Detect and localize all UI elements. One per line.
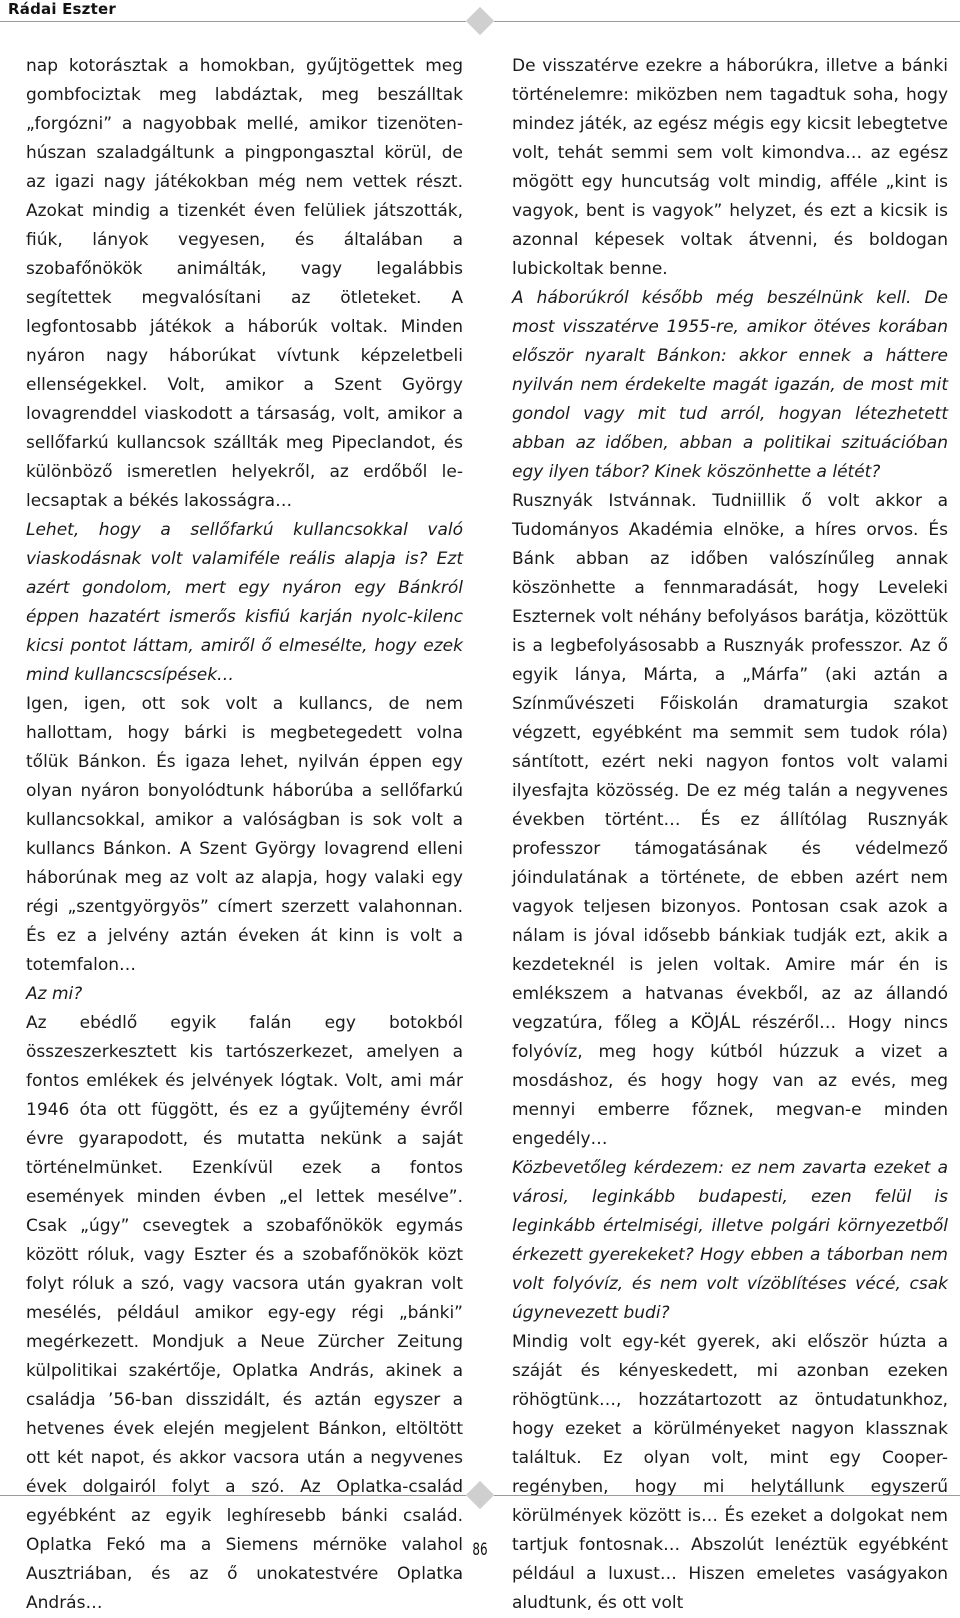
answer-paragraph: Igen, igen, ott sok volt a kullancs, de nem hallottam, hogy bárki is megbetegedett volna tőlük Bánkon. És igaza lehet, nyilván éppen egy olyan nyáron bonyolódtunk háborúba a sellőfarkú kullancsokkal, amikor a valóságban is sok volt a kullancs Bánkon. A Szent György lovagrend elleni háborúnak meg az volt az alapja, hogy valaki egy régi „szentgyörgyös” címert szerzett valahonnan. És ez a jelvény aztán éveken át kinn is volt a totemfalon… [26, 694, 463, 975]
header-diamond-ornament [466, 7, 494, 35]
answer-paragraph: Rusznyák Istvánnak. Tudniillik ő volt akkor a Tudományos Akadémia elnöke, a híres orvos. És Bánk abban az időben valószínűleg annak köszönhette a fennmaradását, hogy Leveleki Eszternek volt néhány befolyásos barátja, közöttük is a legbefolyásosabb a Rusznyák professzor. Az ő egyik lánya, Márta, a „Márfa” (aki aztán a Színművészeti Főiskolán dramaturgia szakot végzett, egyébként ma semmit sem tudok róla) sántított, ezért neki nagyon fontos volt valami ilyesfajta közösség. De ez még talán a negyvenes években történt… És ez állítólag Rusznyák professzor támogatásának és védelmező jóindulatának a története, de ebben azért nem vagyok teljesen bizonyos. Pontosan csak azok a nálam is jóval idősebb bánkiak tudják ezt, akik a kezdeteknél is jelen voltak. Amire már én is emlékszem a hatvanas évekből, az az állandó vegzatúra, főleg a KÖJÁL részéről… Hogy nincs folyóvíz, meg hogy kútból húzzuk a vizet a mosdáshoz, és hogy hogy van az evés, meg mennyi emberre főznek, megvan-e minden engedély… [512, 491, 948, 1149]
answer-paragraph: De visszatérve ezekre a háborúkra, illetve a bánki történelemre: miközben nem tagadtuk soha, hogy mindez játék, az egész mégis egy kicsit lebegtetve volt, tehát semmi sem volt kimondva… az egész mögött egy huncutság volt mindig, afféle „kint is vagyok, bent is vagyok” helyzet, és ezt a kicsik is azonnal képesek voltak átvenni, és boldogan lubickoltak benne. [512, 56, 948, 279]
header-rule-left [0, 21, 466, 22]
question-paragraph: Az mi? [26, 984, 83, 1004]
footer-diamond-ornament [466, 1481, 494, 1509]
running-head-author: Rádai Eszter [8, 0, 116, 18]
answer-paragraph: Az ebédlő egyik falán egy botokból összeszerkesztett kis tartószerkezet, amelyen a fontos emlékek és jelvények lógtak. Volt, ami már 1946 óta ott függött, és ez a gyűjtemény évről évre gyarapodott, és mutatta nekünk a saját történelmünket. Ezenkívül ezek a fontos események minden évben „el lettek mesélve”. Csak „úgy” csevegtek a szobafőnökök egymás között róluk, vagy Eszter és a szobafőnökök közt folyt róluk a szó, vagy vacsora után gyakran volt mesélés, például amikor egy-egy régi „bánki” megérkezett. Mondjuk a Neue Zürcher Zeitung külpolitikai szakértője, Oplatka András, akinek a családja ’56-ban disszidált, és aztán egyszer a hetvenes évek elején megjelent Bánkon, eltöltött ott két napot, és akkor vacsora után a negyvenes évek dolgairól folyt a szó. Az Oplatka-család egyébként az egyik leghíresebb bánki család. Oplatka Fekó ma a Siemens mérnöke valahol Ausztriában, és az ő unokatestvére Oplatka András… [26, 1013, 463, 1613]
question-paragraph: Közbevetőleg kérdezem: ez nem zavarta ezeket a városi, leginkább budapesti, ezen felül is leginkább értelmiségi, illetve polgári környezetből érkezett gyerekeket? Hogy ebben a táborban nem volt folyóvíz, és nem volt vízöblítéses vécé, csak úgynevezett budi? [512, 1158, 948, 1323]
answer-paragraph: Mindig volt egy-két gyerek, aki először húzta a száját és kényeskedett, mi azonban ezeken röhögtünk…, hozzátartozott az öntudatunkhoz, hogy ezeket a körülményeket nagyon klassznak találtuk. Ez olyan volt, mint egy Cooper-regényben, hogy mi helytállunk egyszerű körülmények között is… És ezeket a dolgokat nem tartjuk fontosnak… Abszolút lenéztük egyébként például a luxust… Hiszen emeletes vaságyakon aludtunk, és ott volt [512, 1332, 948, 1613]
page-number: 86 [472, 1540, 488, 1560]
question-paragraph: Lehet, hogy a sellőfarkú kullancsokkal való viaskodásnak volt valamiféle reális alapja is? Ezt azért gondolom, mert egy nyáron egy Bánkról éppen hazatért ismerős kisfiú karján nyolc-kilenc kicsi pontot láttam, amiről ő elmesélte, hogy ezek mind kullancscsípések… [26, 520, 463, 685]
left-column [8, 52, 463, 1618]
header-rule-right [494, 21, 960, 22]
question-paragraph: A háborúkról később még beszélnünk kell. De most visszatérve 1955-re, amikor ötéves korában először nyaralt Bánkon: akkor ennek a háttere nyilván nem érdekelte magát igazán, de most mit gondol vagy mit tud arról, hogyan létezhetett abban az időben, abban a politikai szituációban egy ilyen tábor? Kinek köszönhette a létét? [512, 288, 948, 482]
right-column [494, 52, 948, 1618]
footer-rule-right [494, 1495, 960, 1496]
footer-rule-left [0, 1495, 466, 1496]
answer-paragraph: nap kotorásztak a homokban, gyűjtögettek meg gombfociztak meg labdáztak, meg beszálltak „forgózni” a nagyobbak mellé, amikor tizenöten-húszan szaladgáltunk a pingpongasztal körül, de az igazi nagy játékokban még nem vettek részt. Azokat mindig a tizenkét éven felüliek játszották, fiúk, lányok vegyesen, és általában a szobafőnökök animálták, vagy legalábbis segítettek megvalósítani az ötleteket. A legfontosabb játékok a háborúk voltak. Minden nyáron nagy háborúkat vívtunk képzeletbeli ellenségekkel. Volt, amikor a Szent György lovagrenddel viaskodott a társaság, volt, amikor a sellőfarkú kullancsok szállták meg Pipeclandot, és különböző ismeretlen helyekről, az erdőből le-lecsaptak a békés lakosságra… [26, 56, 463, 511]
